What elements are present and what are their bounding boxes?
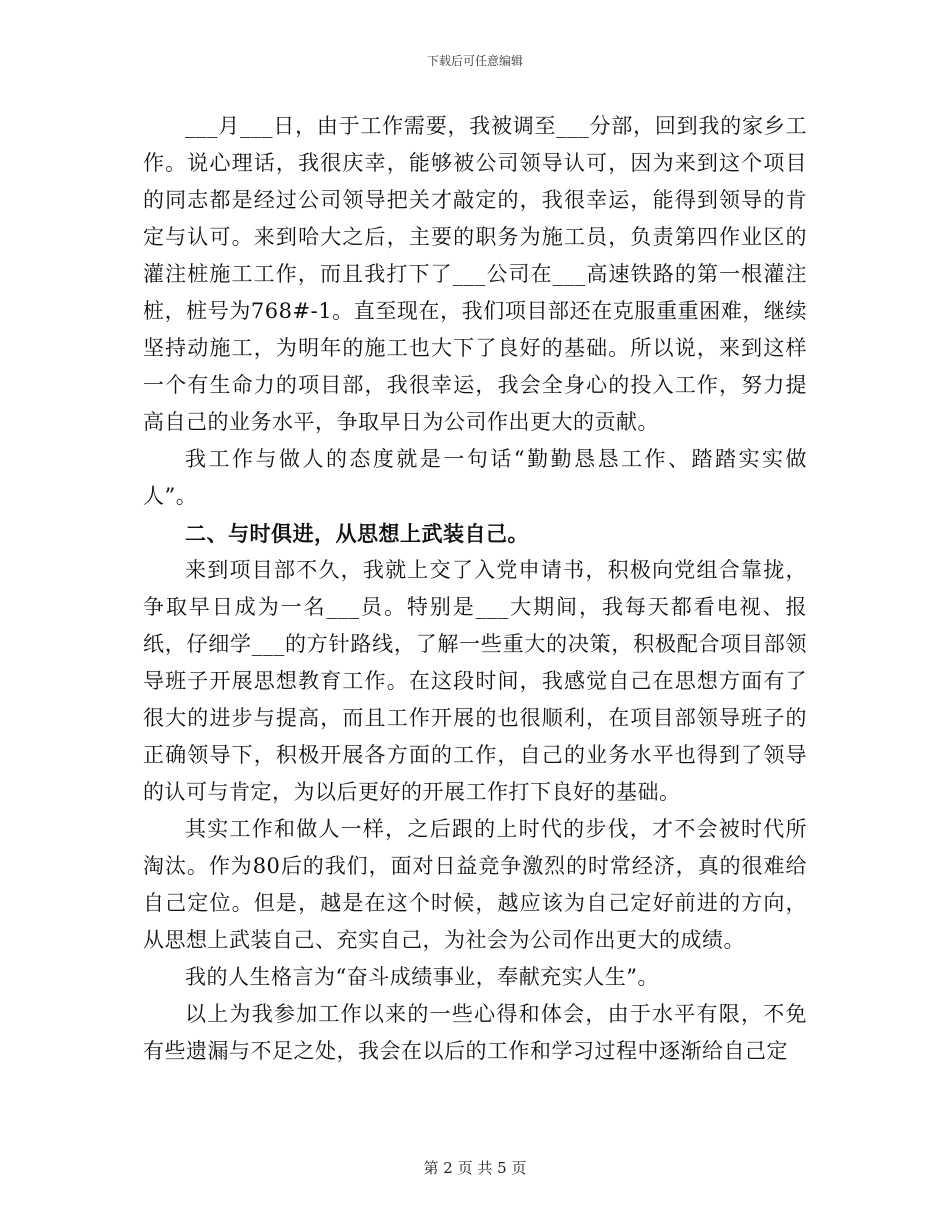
paragraph-party-application: 来到项目部不久，我就上交了入党申请书，积极向党组合靠拢，争取早日成为一名___员。特别是___大期间，我每天都看电视、报纸，仔细学___的方针路线，了解一些重大的决策，积极配合项目部领导班子开展思想教育工作。在这段时间，我感觉自己在思想方面有了很大的进步与提高，而且工作开展的也很顺利，在项目部领导班子的正确领导下，积极开展各方面的工作，自己的业务水平也得到了领导的认可与肯定，为以后更好的开展工作打下良好的基础。 [143,558,807,804]
paragraph-work-attitude: 我工作与做人的态度就是一句话“勤勤恳恳工作、踏踏实实做人”。 [143,447,807,508]
page-number: 第 2 页 共 5 页 [423,1159,527,1177]
page-header: 下载后可任意编辑 [426,54,523,68]
section-heading: 二、与时俱进，从思想上武装自己。 [185,521,529,546]
paragraph-work-transfer: ___月___日，由于工作需要，我被调至___分部，回到我的家乡工作。说心理话，我很庆幸，能够被公司领导认可，因为来到这个项目的同志都是经过公司领导把关才敲定的，我很幸运，能得到领导的肯定与认可。来到哈大之后，主要的职务为施工员，负责第四作业区的灌注桩施工工作，而且我打下了___公司在___高速铁路的第一根灌注桩，桩号为768#-1。直至现在，我们项目部还在克服重重困难，继续坚持动施工，为明年的施工也大下了良好的基础。所以说，来到这样一个有生命力的项目部，我很幸运，我会全身心的投入工作，努力提高自己的业务水平，争取早日为公司作出更大的贡献。 [143,114,807,434]
paragraph-keep-pace: 其实工作和做人一样，之后跟的上时代的步伐，才不会被时代所淘汰。作为80后的我们，面对日益竞争激烈的时常经济，真的很难给自己定位。但是，越是在这个时候，越应该为自己定好前进的方向，从思想上武装自己、充实自己，为社会为公司作出更大的成绩。 [143,817,807,952]
document-body [143,108,807,1070]
paragraph-life-motto: 我的人生格言为“奋斗成绩事业，奉献充实人生”。 [185,965,659,989]
paragraph-summary: 以上为我参加工作以来的一些心得和体会，由于水平有限，不免有些遗漏与不足之处，我会在以后的工作和学习过程中逐渐给自己定 [143,1002,807,1063]
